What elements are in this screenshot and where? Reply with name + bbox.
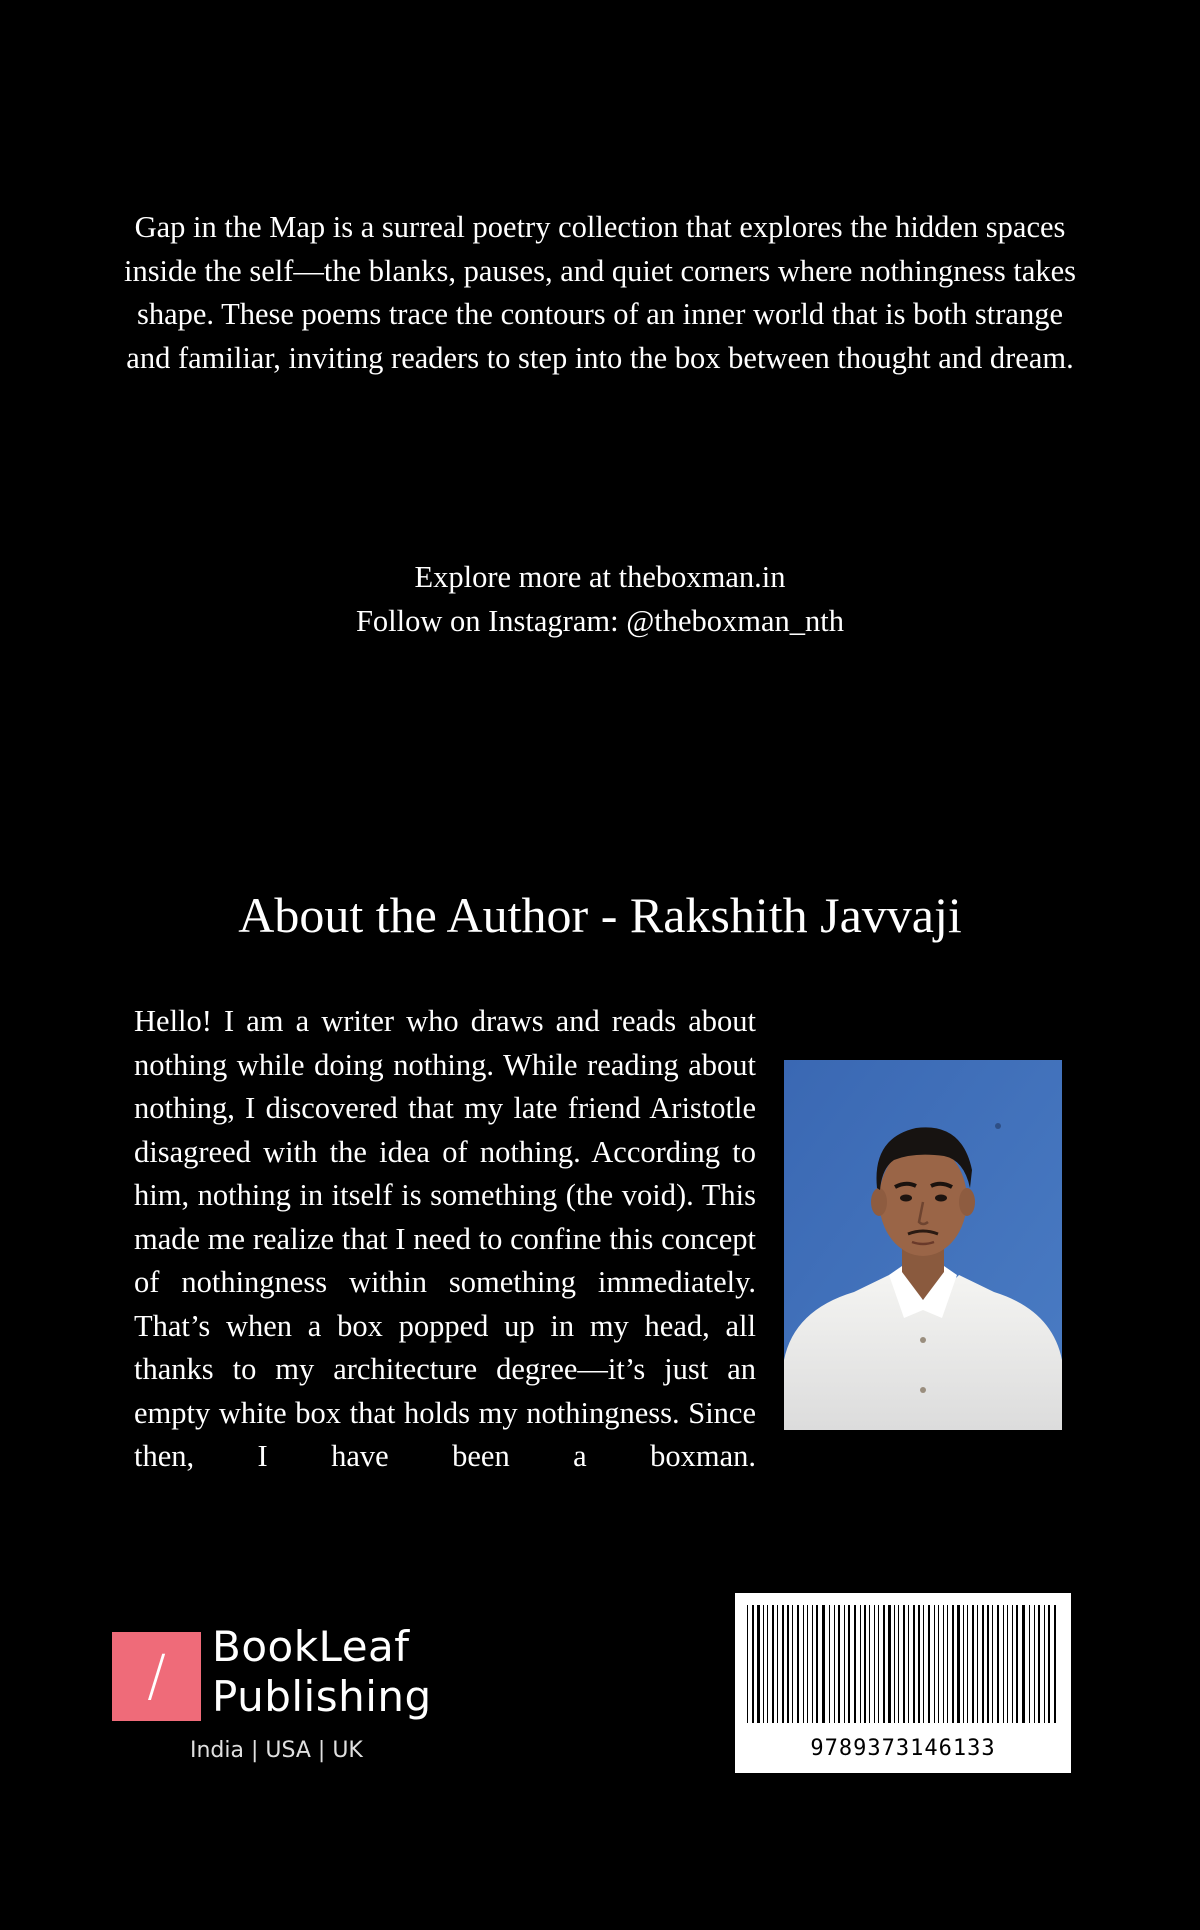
barcode-bar <box>767 1605 768 1723</box>
publisher-name <box>212 1622 432 1722</box>
barcode-bar <box>883 1605 885 1723</box>
barcode-bar <box>1048 1605 1050 1723</box>
barcode-bar <box>1022 1605 1025 1723</box>
publisher-name-line1: BookLeaf <box>212 1622 410 1671</box>
author-bio: Hello! I am a writer who draws and reads about nothing while doing nothing. While reading about nothing, I discovered that my late friend Aristotle disagreed with the idea of nothing. According to him, nothing in itself is something (the void). This made me realize that I need to confine this concept of nothingness within something immediately. That’s when a box popped up in my head, all thanks to my architecture degree—it’s just an empty white box that holds my nothingness. Since then, I have been a boxman. <box>134 1004 756 1473</box>
barcode-bar <box>898 1605 899 1723</box>
barcode-bar <box>1044 1605 1045 1723</box>
barcode-bar <box>934 1605 935 1723</box>
barcode-bar <box>878 1605 879 1723</box>
barcode-bar <box>982 1605 984 1723</box>
barcode-bar <box>812 1605 813 1723</box>
barcode-bar <box>829 1605 830 1723</box>
barcode-bar <box>864 1605 866 1723</box>
publisher-logo-mark <box>112 1632 201 1721</box>
barcode-bar <box>752 1605 754 1723</box>
barcode-bar <box>816 1605 818 1723</box>
publisher-regions: India | USA | UK <box>190 1738 363 1763</box>
barcode-bar <box>992 1605 993 1723</box>
barcode-bar <box>874 1605 875 1723</box>
instagram-link-text: Follow on Instagram: @theboxman_nth <box>355 603 845 638</box>
barcode-bar <box>1016 1605 1018 1723</box>
barcode-bar <box>787 1605 789 1723</box>
book-blurb: Gap in the Map is a surreal poetry collection that explores the hidden spaces inside the self—the blanks, pauses, and quiet corners where nothingness takes shape. These poems trace the contours of an inner world that is both strange and familiar, inviting readers to step into the box between thought and dream. <box>123 210 1077 375</box>
barcode-bar <box>957 1605 960 1723</box>
slash-icon: / <box>147 1644 166 1709</box>
barcode-bars <box>735 1593 1071 1733</box>
barcode-bar <box>1034 1605 1035 1723</box>
barcode-bar <box>792 1605 793 1723</box>
barcode-bar <box>844 1605 845 1723</box>
barcode-bar <box>952 1605 954 1723</box>
barcode-bar <box>797 1605 799 1723</box>
barcode-bar <box>943 1605 944 1723</box>
barcode-bar <box>860 1605 861 1723</box>
barcode-bar <box>1038 1605 1040 1723</box>
barcode-bar <box>747 1605 748 1723</box>
barcode-bar <box>834 1605 835 1723</box>
barcode-bar <box>854 1605 856 1723</box>
barcode-bar <box>822 1605 825 1723</box>
barcode-bar <box>777 1605 778 1723</box>
barcode-bar <box>918 1605 920 1723</box>
barcode-bar <box>782 1605 784 1723</box>
barcode-bar <box>997 1605 999 1723</box>
barcode-bar <box>1007 1605 1008 1723</box>
publisher-logo <box>112 1622 452 1778</box>
website-link-text: Explore more at theboxman.in <box>414 560 786 594</box>
barcode-bar <box>1003 1605 1004 1723</box>
links-block <box>120 556 1080 643</box>
barcode-bar <box>928 1605 930 1723</box>
barcode-bar <box>772 1605 774 1723</box>
barcode-bar <box>938 1605 939 1723</box>
barcode-bar <box>894 1605 895 1723</box>
barcode-bar <box>869 1605 870 1723</box>
barcode-bar <box>838 1605 840 1723</box>
about-author-heading: About the Author - Rakshith Javvaji <box>238 887 962 943</box>
publisher-name-line2: Publishing <box>212 1672 432 1721</box>
barcode-bar <box>947 1605 948 1723</box>
barcode-bar <box>1012 1605 1013 1723</box>
barcode-bar <box>913 1605 915 1723</box>
isbn-barcode <box>735 1593 1071 1773</box>
barcode-bar <box>1054 1605 1056 1723</box>
barcode-bar <box>963 1605 964 1723</box>
barcode-bar <box>888 1605 891 1723</box>
barcode-bar <box>763 1605 764 1723</box>
barcode-bar <box>803 1605 804 1723</box>
barcode-bar <box>903 1605 905 1723</box>
isbn-number: 9789373146133 <box>810 1736 996 1761</box>
barcode-bar <box>757 1605 760 1723</box>
barcode-bar <box>977 1605 978 1723</box>
barcode-bar <box>908 1605 909 1723</box>
barcode-bar <box>807 1605 808 1723</box>
barcode-bar <box>987 1605 989 1723</box>
barcode-bar <box>1029 1605 1030 1723</box>
barcode-bar <box>848 1605 850 1723</box>
barcode-bar <box>972 1605 974 1723</box>
author-photo <box>784 1060 1062 1430</box>
barcode-bar <box>923 1605 924 1723</box>
barcode-bar <box>967 1605 968 1723</box>
